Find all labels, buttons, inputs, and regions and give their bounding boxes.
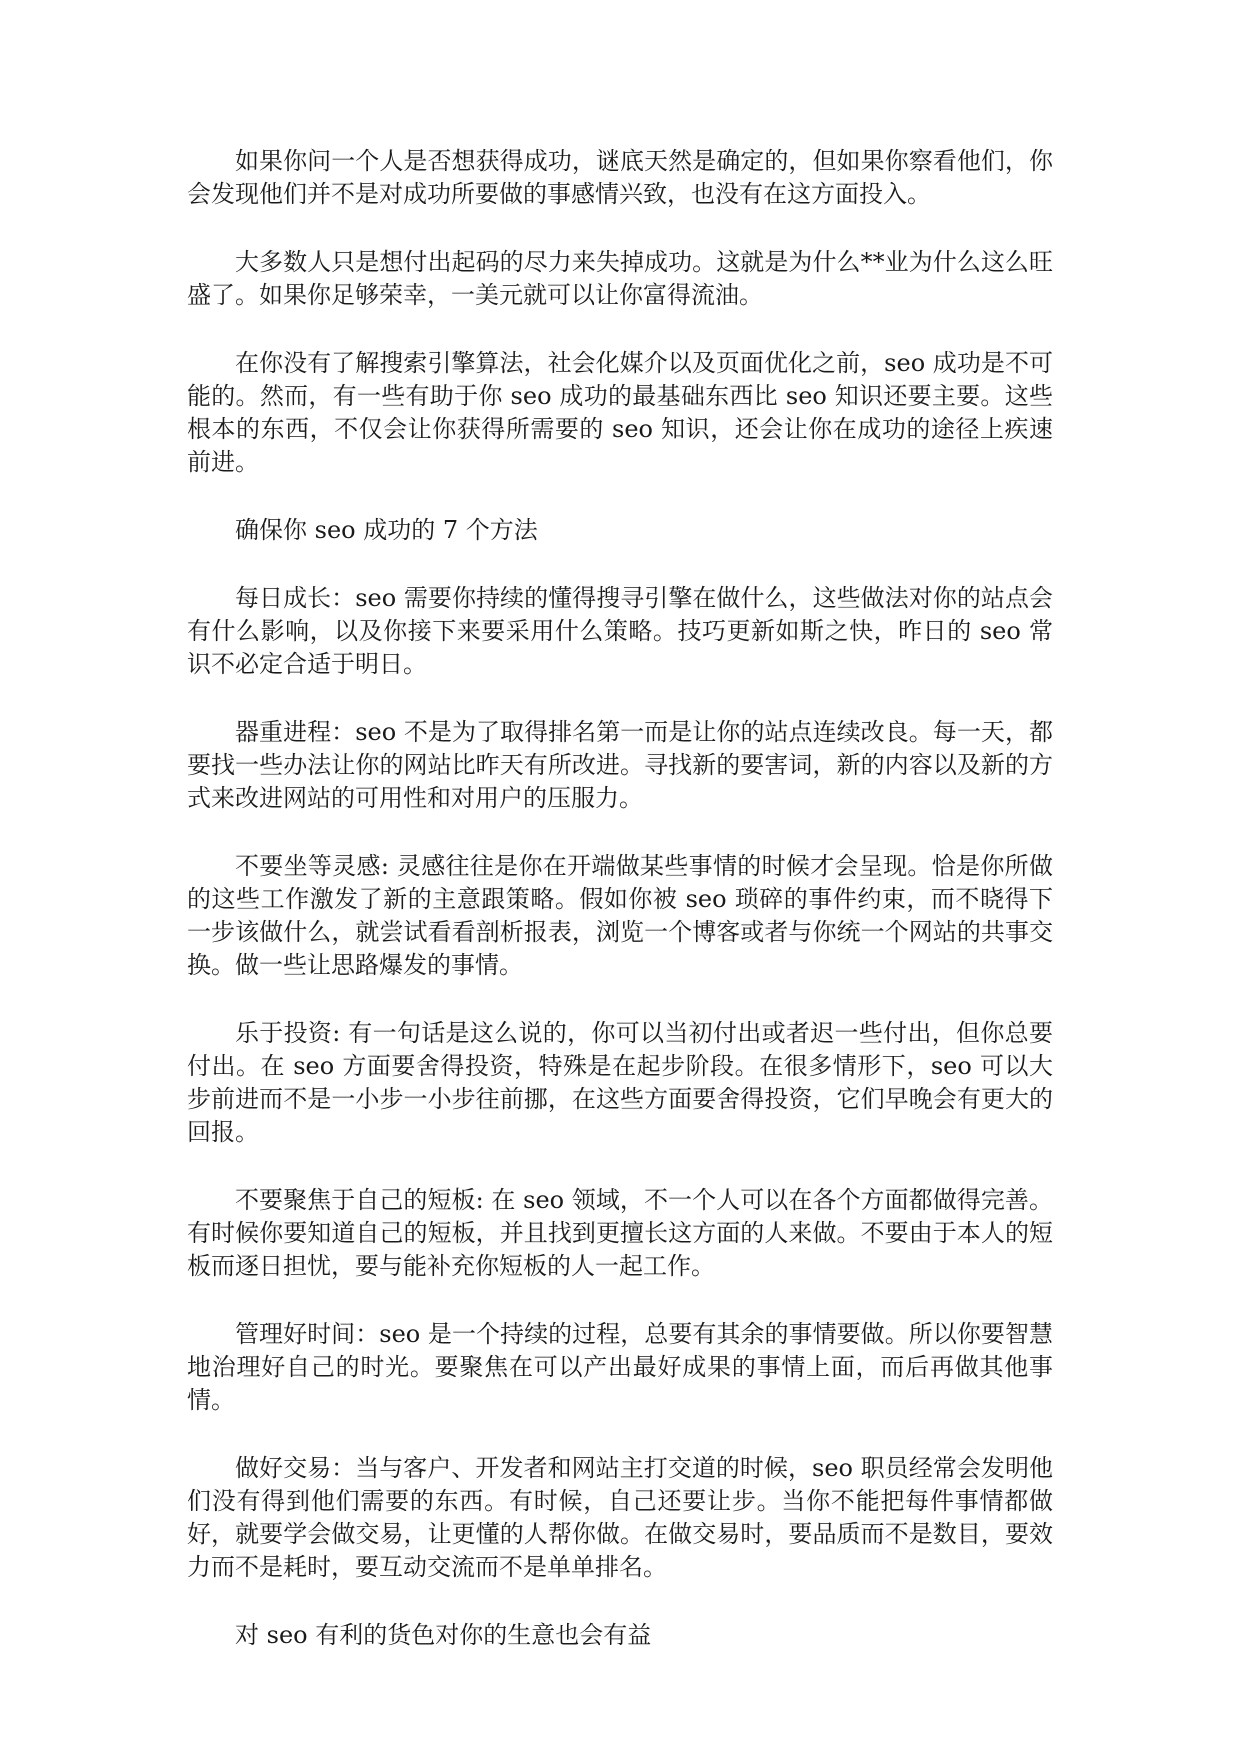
paragraph-daily-growth: 每日成长：seo 需要你持续的懂得搜寻引擎在做什么，这些做法对你的站点会有什么影响，以及你接下来要采用什么策略。技巧更新如斯之快，昨日的 seo 常识不必定合适于明日。 xyxy=(187,584,1053,678)
paragraph-willing-invest: 乐于投资: 有一句话是这么说的，你可以当初付出或者迟一些付出，但你总要付出。在 seo 方面要舍得投资，特殊是在起步阶段。在很多情形下，seo 可以大步前进而不是一小步一小步往前挪，在这些方面要舍得投资，它们早晚会有更大的回报。 xyxy=(187,1019,1053,1146)
paragraph-minimum-effort: 大多数人只是想付出起码的尽力来失掉成功。这就是为什么**业为什么这么旺盛了。如果你足够荣幸，一美元就可以让你富得流油。 xyxy=(187,248,1053,309)
section-heading-seven-methods: 确保你 seo 成功的 7 个方法 xyxy=(235,516,538,544)
paragraph-intro-success: 如果你问一个人是否想获得成功，谜底天然是确定的，但如果你察看他们，你会发现他们并不是对成功所要做的事感情兴致，也没有在这方面投入。 xyxy=(187,147,1053,208)
paragraph-weaknesses: 不要聚焦于自己的短板: 在 seo 领域，不一个人可以在各个方面都做得完善。有时候你要知道自己的短板，并且找到更擅长这方面的人来做。不要由于本人的短板而逐日担忧，要与能补充你短板的人一起工作。 xyxy=(187,1186,1053,1280)
paragraph-good-for-business: 对 seo 有利的货色对你的生意也会有益 xyxy=(235,1621,652,1649)
paragraph-manage-time: 管理好时间：seo 是一个持续的过程，总要有其余的事情要做。所以你要智慧地治理好自己的时光。要聚焦在可以产出最好成果的事情上面，而后再做其他事情。 xyxy=(187,1320,1053,1414)
paragraph-value-process: 器重进程：seo 不是为了取得排名第一而是让你的站点连续改良。每一天，都要找一些办法让你的网站比昨天有所改进。寻找新的要害词，新的内容以及新的方式来改进网站的可用性和对用户的压服力。 xyxy=(187,718,1053,812)
paragraph-trade-offs: 做好交易：当与客户、开发者和网站主打交道的时候，seo 职员经常会发明他们没有得到他们需要的东西。有时候，自己还要让步。当你不能把每件事情都做好，就要学会做交易，让更懂的人帮你做。在做交易时，要品质而不是数目，要效力而不是耗时，要互动交流而不是单单排名。 xyxy=(187,1454,1053,1581)
paragraph-dont-wait-inspiration: 不要坐等灵感: 灵感往往是你在开端做某些事情的时候才会呈现。恰是你所做的这些工作激发了新的主意跟策略。假如你被 seo 琐碎的事件约束，而不晓得下一步该做什么，就尝试看看剖析报表，浏览一个博客或者与你统一个网站的共事交换。做一些让思路爆发的事情。 xyxy=(187,852,1053,979)
paragraph-seo-basics: 在你没有了解搜索引擎算法，社会化媒介以及页面优化之前，seo 成功是不可能的。然而，有一些有助于你 seo 成功的最基础东西比 seo 知识还要主要。这些根本的东西，不仅会让你获得所需要的 seo 知识，还会让你在成功的途径上疾速前进。 xyxy=(187,349,1053,476)
document-body xyxy=(187,145,1053,1687)
